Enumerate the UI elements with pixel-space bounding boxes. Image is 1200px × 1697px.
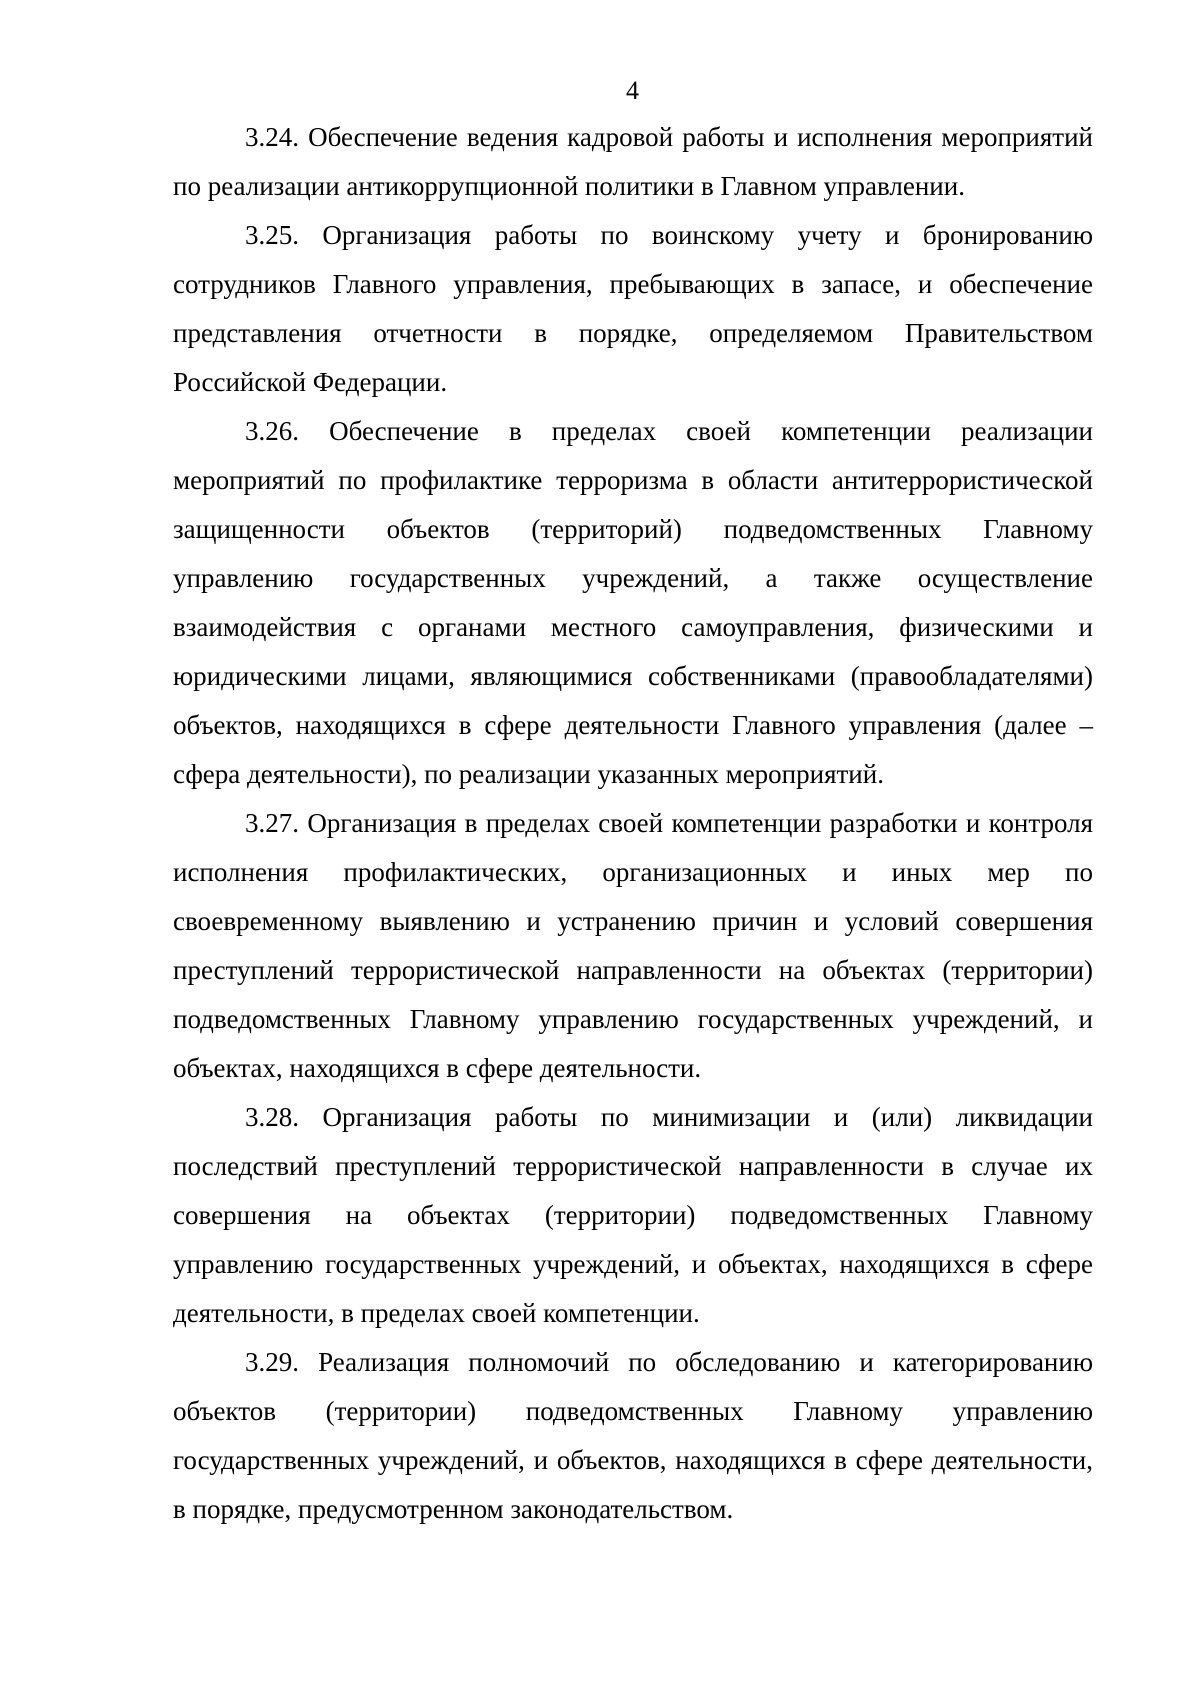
document-body <box>173 113 1093 1534</box>
paragraph-3-27: 3.27. Организация в пределах своей компетенции разработки и контроля исполнения профилактических, организационных и иных мер по своевременному выявлению и устранению причин и условий совершения преступлений террористической направленности на объектах (территории) подведомственных Главному управлению государственных учреждений, и объектах, находящихся в сфере деятельности. <box>173 808 1093 1083</box>
page-number: 4 <box>626 76 639 105</box>
paragraph-3-28: 3.28. Организация работы по минимизации и (или) ликвидации последствий преступлений террористической направленности в случае их совершения на объектах (территории) подведомственных Главному управлению государственных учреждений, и объектах, находящихся в сфере деятельности, в пределах своей компетенции. <box>173 1102 1093 1328</box>
paragraph-3-29: 3.29. Реализация полномочий по обследованию и категорированию объектов (территории) подведомственных Главному управлению государственных учреждений, и объектов, находящихся в сфере деятельности, в порядке, предусмотренном законодательством. <box>173 1347 1093 1524</box>
paragraph-3-26: 3.26. Обеспечение в пределах своей компетенции реализации мероприятий по профилактике терроризма в области антитеррористической защищенности объектов (территорий) подведомственных Главному управлению государственных учреждений, а также осуществление взаимодействия с органами местного самоуправления, физическими и юридическими лицами, являющимися собственниками (правообладателями) объектов, находящихся в сфере деятельности Главного управления (далее – сфера деятельности), по реализации указанных мероприятий. <box>173 416 1093 789</box>
paragraph-3-24: 3.24. Обеспечение ведения кадровой работы и исполнения мероприятий по реализации антикоррупционной политики в Главном управлении. <box>173 122 1093 201</box>
paragraph-3-25: 3.25. Организация работы по воинскому учету и бронированию сотрудников Главного управления, пребывающих в запасе, и обеспечение представления отчетности в порядке, определяемом Правительством Российской Федерации. <box>173 220 1093 397</box>
